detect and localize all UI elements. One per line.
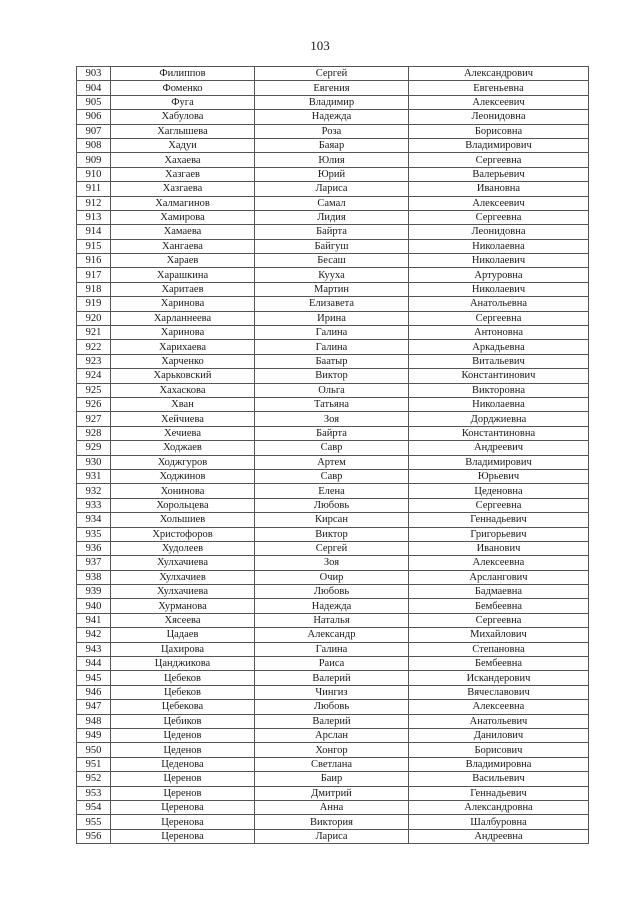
surname-cell: Хараев xyxy=(111,254,255,268)
table-row xyxy=(77,110,589,124)
table-row xyxy=(77,599,589,613)
first-name-cell: Галина xyxy=(255,326,409,340)
row-number-cell: 940 xyxy=(77,599,111,613)
first-name-cell: Виктор xyxy=(255,527,409,541)
first-name-cell: Любовь xyxy=(255,498,409,512)
first-name-cell: Надежда xyxy=(255,599,409,613)
first-name-cell: Любовь xyxy=(255,700,409,714)
table-row xyxy=(77,167,589,181)
first-name-cell: Наталья xyxy=(255,613,409,627)
patronymic-cell: Антоновна xyxy=(409,326,589,340)
table-row xyxy=(77,354,589,368)
surname-cell: Цанджикова xyxy=(111,657,255,671)
patronymic-cell: Бембеевна xyxy=(409,657,589,671)
patronymic-cell: Александрович xyxy=(409,67,589,81)
table-row xyxy=(77,138,589,152)
row-number-cell: 949 xyxy=(77,728,111,742)
row-number-cell: 945 xyxy=(77,671,111,685)
table-row xyxy=(77,95,589,109)
row-number-cell: 952 xyxy=(77,772,111,786)
patronymic-cell: Сергеевна xyxy=(409,311,589,325)
surname-cell: Хазгаев xyxy=(111,167,255,181)
first-name-cell: Валерий xyxy=(255,671,409,685)
first-name-cell: Зоя xyxy=(255,412,409,426)
patronymic-cell: Григорьевич xyxy=(409,527,589,541)
row-number-cell: 910 xyxy=(77,167,111,181)
row-number-cell: 950 xyxy=(77,743,111,757)
table-row xyxy=(77,311,589,325)
first-name-cell: Баатыр xyxy=(255,354,409,368)
row-number-cell: 955 xyxy=(77,815,111,829)
first-name-cell: Татьяна xyxy=(255,397,409,411)
patronymic-cell: Константиновна xyxy=(409,426,589,440)
patronymic-cell: Сергеевна xyxy=(409,498,589,512)
table-row xyxy=(77,700,589,714)
first-name-cell: Елена xyxy=(255,484,409,498)
table-row xyxy=(77,254,589,268)
table-row xyxy=(77,685,589,699)
row-number-cell: 934 xyxy=(77,513,111,527)
patronymic-cell: Николаевич xyxy=(409,254,589,268)
first-name-cell: Елизавета xyxy=(255,297,409,311)
table-row xyxy=(77,498,589,512)
row-number-cell: 947 xyxy=(77,700,111,714)
row-number-cell: 953 xyxy=(77,786,111,800)
surname-cell: Хулхачиев xyxy=(111,570,255,584)
first-name-cell: Анна xyxy=(255,800,409,814)
table-row xyxy=(77,556,589,570)
first-name-cell: Галина xyxy=(255,642,409,656)
table-row xyxy=(77,743,589,757)
patronymic-cell: Алексеевич xyxy=(409,95,589,109)
table-row xyxy=(77,426,589,440)
first-name-cell: Бесаш xyxy=(255,254,409,268)
table-row xyxy=(77,585,589,599)
surname-cell: Хурманова xyxy=(111,599,255,613)
surname-cell: Харашкина xyxy=(111,268,255,282)
patronymic-cell: Витальевич xyxy=(409,354,589,368)
row-number-cell: 904 xyxy=(77,81,111,95)
patronymic-cell: Валерьевич xyxy=(409,167,589,181)
first-name-cell: Савр xyxy=(255,441,409,455)
row-number-cell: 937 xyxy=(77,556,111,570)
surname-cell: Церенова xyxy=(111,829,255,843)
surname-cell: Хамирова xyxy=(111,210,255,224)
surname-cell: Харитаев xyxy=(111,282,255,296)
first-name-cell: Александр xyxy=(255,628,409,642)
surname-cell: Хорольцева xyxy=(111,498,255,512)
row-number-cell: 925 xyxy=(77,383,111,397)
table-row xyxy=(77,124,589,138)
patronymic-cell: Бембеевна xyxy=(409,599,589,613)
surname-cell: Церенов xyxy=(111,786,255,800)
surname-cell: Ходжгуров xyxy=(111,455,255,469)
surname-cell: Цадаев xyxy=(111,628,255,642)
table-row xyxy=(77,714,589,728)
patronymic-cell: Анатольевич xyxy=(409,714,589,728)
row-number-cell: 908 xyxy=(77,138,111,152)
first-name-cell: Кууха xyxy=(255,268,409,282)
patronymic-cell: Алексеевна xyxy=(409,556,589,570)
row-number-cell: 931 xyxy=(77,469,111,483)
surname-cell: Филиппов xyxy=(111,67,255,81)
row-number-cell: 951 xyxy=(77,757,111,771)
row-number-cell: 954 xyxy=(77,800,111,814)
patronymic-cell: Сергеевна xyxy=(409,210,589,224)
first-name-cell: Сергей xyxy=(255,67,409,81)
patronymic-cell: Константинович xyxy=(409,369,589,383)
patronymic-cell: Степановна xyxy=(409,642,589,656)
surname-cell: Цебеков xyxy=(111,671,255,685)
first-name-cell: Арслан xyxy=(255,728,409,742)
patronymic-cell: Артуровна xyxy=(409,268,589,282)
surname-cell: Харинова xyxy=(111,297,255,311)
surname-cell: Харьковский xyxy=(111,369,255,383)
row-number-cell: 929 xyxy=(77,441,111,455)
table-row xyxy=(77,815,589,829)
table-row xyxy=(77,210,589,224)
surname-cell: Фуга xyxy=(111,95,255,109)
patronymic-cell: Ивановна xyxy=(409,182,589,196)
first-name-cell: Мартин xyxy=(255,282,409,296)
table-row xyxy=(77,800,589,814)
surname-cell: Хечиева xyxy=(111,426,255,440)
row-number-cell: 926 xyxy=(77,397,111,411)
first-name-cell: Сергей xyxy=(255,541,409,555)
patronymic-cell: Дорджиевна xyxy=(409,412,589,426)
row-number-cell: 935 xyxy=(77,527,111,541)
surname-cell: Харченко xyxy=(111,354,255,368)
patronymic-cell: Николаевна xyxy=(409,239,589,253)
table-row xyxy=(77,484,589,498)
patronymic-cell: Сергеевна xyxy=(409,153,589,167)
patronymic-cell: Владимирович xyxy=(409,455,589,469)
surname-cell: Цебиков xyxy=(111,714,255,728)
table-row xyxy=(77,613,589,627)
surname-cell: Хахаева xyxy=(111,153,255,167)
first-name-cell: Виктория xyxy=(255,815,409,829)
row-number-cell: 913 xyxy=(77,210,111,224)
first-name-cell: Светлана xyxy=(255,757,409,771)
row-number-cell: 919 xyxy=(77,297,111,311)
table-row xyxy=(77,513,589,527)
row-number-cell: 914 xyxy=(77,225,111,239)
patronymic-cell: Арслангович xyxy=(409,570,589,584)
patronymic-cell: Алексеевич xyxy=(409,196,589,210)
table-row xyxy=(77,326,589,340)
surname-cell: Хулхачиева xyxy=(111,585,255,599)
surname-cell: Цеденов xyxy=(111,743,255,757)
first-name-cell: Лариса xyxy=(255,182,409,196)
table-row xyxy=(77,182,589,196)
first-name-cell: Артем xyxy=(255,455,409,469)
first-name-cell: Байрта xyxy=(255,426,409,440)
surname-cell: Хонинова xyxy=(111,484,255,498)
patronymic-cell: Вячеславович xyxy=(409,685,589,699)
patronymic-cell: Михайлович xyxy=(409,628,589,642)
row-number-cell: 912 xyxy=(77,196,111,210)
roster-body xyxy=(77,67,589,844)
first-name-cell: Лидия xyxy=(255,210,409,224)
first-name-cell: Баир xyxy=(255,772,409,786)
first-name-cell: Зоя xyxy=(255,556,409,570)
row-number-cell: 903 xyxy=(77,67,111,81)
first-name-cell: Галина xyxy=(255,340,409,354)
table-row xyxy=(77,786,589,800)
row-number-cell: 923 xyxy=(77,354,111,368)
row-number-cell: 920 xyxy=(77,311,111,325)
surname-cell: Хадуи xyxy=(111,138,255,152)
surname-cell: Церенова xyxy=(111,815,255,829)
table-row xyxy=(77,728,589,742)
patronymic-cell: Шалбуровна xyxy=(409,815,589,829)
row-number-cell: 946 xyxy=(77,685,111,699)
patronymic-cell: Юрьевич xyxy=(409,469,589,483)
roster-table xyxy=(76,66,589,844)
table-row xyxy=(77,369,589,383)
row-number-cell: 942 xyxy=(77,628,111,642)
surname-cell: Хангаева xyxy=(111,239,255,253)
first-name-cell: Евгения xyxy=(255,81,409,95)
patronymic-cell: Владимирович xyxy=(409,138,589,152)
table-row xyxy=(77,225,589,239)
surname-cell: Христофоров xyxy=(111,527,255,541)
surname-cell: Хясеева xyxy=(111,613,255,627)
surname-cell: Хахаскова xyxy=(111,383,255,397)
first-name-cell: Роза xyxy=(255,124,409,138)
patronymic-cell: Андреевич xyxy=(409,441,589,455)
first-name-cell: Кирсан xyxy=(255,513,409,527)
row-number-cell: 909 xyxy=(77,153,111,167)
patronymic-cell: Данилович xyxy=(409,728,589,742)
surname-cell: Худолеев xyxy=(111,541,255,555)
row-number-cell: 939 xyxy=(77,585,111,599)
first-name-cell: Самал xyxy=(255,196,409,210)
first-name-cell: Хонгор xyxy=(255,743,409,757)
row-number-cell: 930 xyxy=(77,455,111,469)
first-name-cell: Юлия xyxy=(255,153,409,167)
surname-cell: Халмагинов xyxy=(111,196,255,210)
row-number-cell: 933 xyxy=(77,498,111,512)
surname-cell: Цеденова xyxy=(111,757,255,771)
surname-cell: Цебеков xyxy=(111,685,255,699)
patronymic-cell: Бадмаевна xyxy=(409,585,589,599)
table-row xyxy=(77,282,589,296)
first-name-cell: Валерий xyxy=(255,714,409,728)
first-name-cell: Чингиз xyxy=(255,685,409,699)
surname-cell: Хабулова xyxy=(111,110,255,124)
table-row xyxy=(77,81,589,95)
table-row xyxy=(77,527,589,541)
table-row xyxy=(77,628,589,642)
row-number-cell: 922 xyxy=(77,340,111,354)
surname-cell: Хван xyxy=(111,397,255,411)
row-number-cell: 944 xyxy=(77,657,111,671)
first-name-cell: Байрта xyxy=(255,225,409,239)
patronymic-cell: Борисович xyxy=(409,743,589,757)
patronymic-cell: Алексеевна xyxy=(409,700,589,714)
table-row xyxy=(77,383,589,397)
surname-cell: Харинова xyxy=(111,326,255,340)
surname-cell: Хольшиев xyxy=(111,513,255,527)
table-row xyxy=(77,397,589,411)
row-number-cell: 916 xyxy=(77,254,111,268)
patronymic-cell: Леонидовна xyxy=(409,225,589,239)
table-row xyxy=(77,153,589,167)
surname-cell: Харланнеева xyxy=(111,311,255,325)
row-number-cell: 941 xyxy=(77,613,111,627)
patronymic-cell: Владимировна xyxy=(409,757,589,771)
first-name-cell: Савр xyxy=(255,469,409,483)
table-row xyxy=(77,455,589,469)
row-number-cell: 921 xyxy=(77,326,111,340)
table-row xyxy=(77,239,589,253)
row-number-cell: 915 xyxy=(77,239,111,253)
row-number-cell: 917 xyxy=(77,268,111,282)
surname-cell: Хулхачиева xyxy=(111,556,255,570)
table-row xyxy=(77,657,589,671)
table-row xyxy=(77,829,589,843)
surname-cell: Хаглышева xyxy=(111,124,255,138)
first-name-cell: Лариса xyxy=(255,829,409,843)
first-name-cell: Юрий xyxy=(255,167,409,181)
row-number-cell: 911 xyxy=(77,182,111,196)
patronymic-cell: Александровна xyxy=(409,800,589,814)
patronymic-cell: Цеденовна xyxy=(409,484,589,498)
patronymic-cell: Иванович xyxy=(409,541,589,555)
table-row xyxy=(77,412,589,426)
patronymic-cell: Николаевич xyxy=(409,282,589,296)
table-row xyxy=(77,757,589,771)
row-number-cell: 928 xyxy=(77,426,111,440)
row-number-cell: 905 xyxy=(77,95,111,109)
row-number-cell: 936 xyxy=(77,541,111,555)
row-number-cell: 932 xyxy=(77,484,111,498)
surname-cell: Цеденов xyxy=(111,728,255,742)
table-row xyxy=(77,642,589,656)
patronymic-cell: Викторовна xyxy=(409,383,589,397)
patronymic-cell: Сергеевна xyxy=(409,613,589,627)
row-number-cell: 927 xyxy=(77,412,111,426)
first-name-cell: Дмитрий xyxy=(255,786,409,800)
page-number: 103 xyxy=(310,38,330,53)
patronymic-cell: Искандерович xyxy=(409,671,589,685)
surname-cell: Фоменко xyxy=(111,81,255,95)
table-row xyxy=(77,297,589,311)
row-number-cell: 918 xyxy=(77,282,111,296)
first-name-cell: Байгуш xyxy=(255,239,409,253)
first-name-cell: Любовь xyxy=(255,585,409,599)
patronymic-cell: Аркадьевна xyxy=(409,340,589,354)
surname-cell: Хейчиева xyxy=(111,412,255,426)
table-row xyxy=(77,67,589,81)
first-name-cell: Ирина xyxy=(255,311,409,325)
table-row xyxy=(77,268,589,282)
patronymic-cell: Николаевна xyxy=(409,397,589,411)
surname-cell: Цахирова xyxy=(111,642,255,656)
first-name-cell: Виктор xyxy=(255,369,409,383)
first-name-cell: Очир xyxy=(255,570,409,584)
first-name-cell: Баяар xyxy=(255,138,409,152)
row-number-cell: 948 xyxy=(77,714,111,728)
row-number-cell: 956 xyxy=(77,829,111,843)
patronymic-cell: Леонидовна xyxy=(409,110,589,124)
first-name-cell: Ольга xyxy=(255,383,409,397)
surname-cell: Хазгаева xyxy=(111,182,255,196)
table-row xyxy=(77,772,589,786)
patronymic-cell: Геннадьевич xyxy=(409,513,589,527)
table-row xyxy=(77,196,589,210)
table-row xyxy=(77,570,589,584)
surname-cell: Церенова xyxy=(111,800,255,814)
patronymic-cell: Геннадьевич xyxy=(409,786,589,800)
surname-cell: Ходжинов xyxy=(111,469,255,483)
patronymic-cell: Андреевна xyxy=(409,829,589,843)
patronymic-cell: Васильевич xyxy=(409,772,589,786)
table-row xyxy=(77,441,589,455)
surname-cell: Хамаева xyxy=(111,225,255,239)
first-name-cell: Владимир xyxy=(255,95,409,109)
table-row xyxy=(77,469,589,483)
table-row xyxy=(77,541,589,555)
surname-cell: Харихаева xyxy=(111,340,255,354)
first-name-cell: Надежда xyxy=(255,110,409,124)
row-number-cell: 906 xyxy=(77,110,111,124)
surname-cell: Церенов xyxy=(111,772,255,786)
first-name-cell: Раиса xyxy=(255,657,409,671)
row-number-cell: 943 xyxy=(77,642,111,656)
patronymic-cell: Борисовна xyxy=(409,124,589,138)
row-number-cell: 938 xyxy=(77,570,111,584)
table-row xyxy=(77,671,589,685)
patronymic-cell: Анатольевна xyxy=(409,297,589,311)
surname-cell: Цебекова xyxy=(111,700,255,714)
patronymic-cell: Евгеньевна xyxy=(409,81,589,95)
row-number-cell: 907 xyxy=(77,124,111,138)
table-row xyxy=(77,340,589,354)
surname-cell: Ходжаев xyxy=(111,441,255,455)
row-number-cell: 924 xyxy=(77,369,111,383)
